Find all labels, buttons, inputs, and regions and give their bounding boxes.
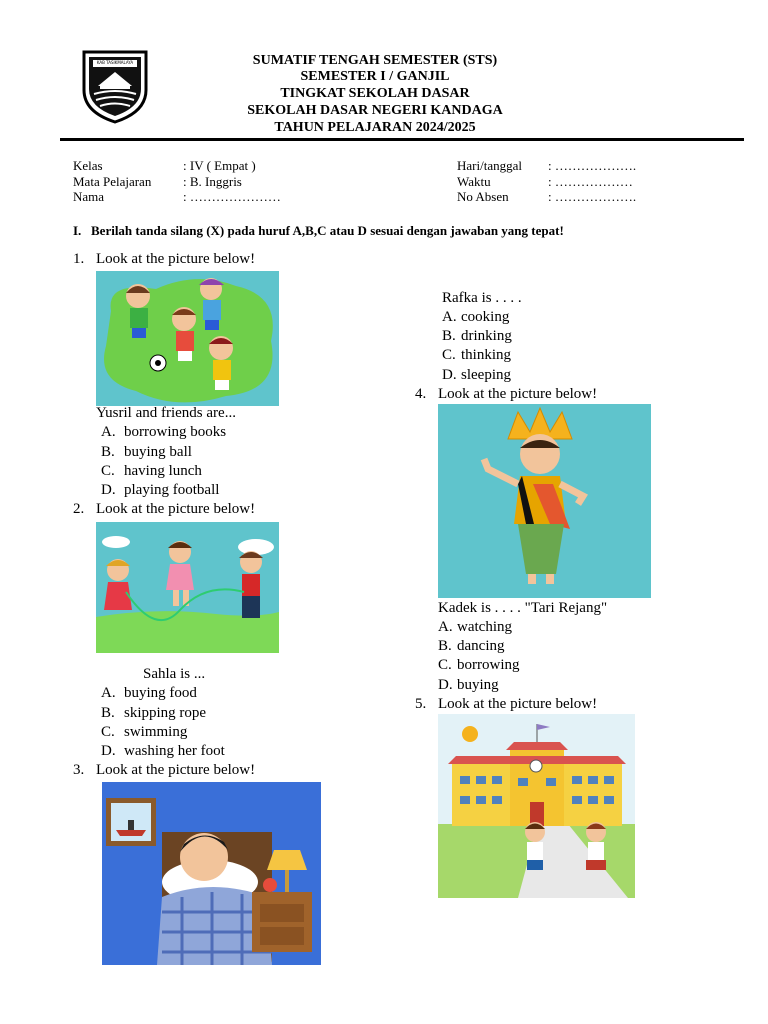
q3-option-a-letter: A. (442, 309, 457, 325)
q1-option-a: borrowing books (124, 424, 227, 440)
q1-option-c: having lunch (124, 463, 202, 479)
logo-text: KAB TASIKMALAYA (96, 60, 134, 65)
q2-option-d-letter: D. (101, 743, 116, 759)
info-label-hari: Hari/tanggal (457, 158, 522, 173)
q4-option-d: buying (457, 677, 499, 693)
q2-option-d: washing her foot (124, 743, 225, 759)
q3-option-a: cooking (461, 309, 510, 325)
info-label-kelas: Kelas (73, 158, 103, 173)
q3-stem: Rafka is . . . . (442, 290, 522, 306)
q3-option-c: thinking (461, 347, 512, 363)
q3-option-b: drinking (461, 328, 512, 344)
info-label-absen: No Absen (457, 189, 509, 204)
header-title-3: TINGKAT SEKOLAH DASAR (280, 86, 470, 101)
q1-option-a-letter: A. (101, 424, 116, 440)
q1-option-d: playing football (124, 482, 220, 498)
q4-option-d-letter: D. (438, 677, 453, 693)
info-label-waktu: Waktu (457, 174, 491, 189)
q1-prompt: Look at the picture below! (96, 251, 256, 267)
info-label-nama: Nama (73, 189, 105, 204)
q3-option-b-letter: B. (442, 328, 456, 344)
info-label-mapel: Mata Pelajaran (73, 174, 152, 189)
q4-option-c-letter: C. (438, 657, 452, 673)
q2-prompt: Look at the picture below! (96, 501, 256, 517)
school-logo (80, 46, 150, 124)
header-title-5: TAHUN PELAJARAN 2024/2025 (274, 120, 476, 135)
q4-option-b-letter: B. (438, 638, 452, 654)
info-value-nama: : ………………… (183, 189, 281, 204)
q1-option-b: buying ball (124, 444, 192, 460)
q2-option-a: buying food (124, 685, 197, 701)
info-value-mapel: : B. Inggris (183, 174, 242, 189)
q1-option-b-letter: B. (101, 444, 115, 460)
q3-sleeping-picture (102, 782, 321, 965)
q1-stem: Yusril and friends are... (96, 405, 236, 421)
q1-option-c-letter: C. (101, 463, 115, 479)
q4-prompt: Look at the picture below! (438, 386, 598, 402)
q3-prompt: Look at the picture below! (96, 762, 256, 778)
q4-dancer-picture (438, 404, 651, 598)
q1-option-d-letter: D. (101, 482, 116, 498)
header-title-4: SEKOLAH DASAR NEGERI KANDAGA (247, 103, 503, 118)
q4-stem: Kadek is . . . . "Tari Rejang" (438, 600, 608, 616)
header-title-1: SUMATIF TENGAH SEMESTER (STS) (252, 53, 498, 68)
q4-option-b: dancing (457, 638, 505, 654)
q5-number: 5. (415, 696, 427, 712)
q2-option-c-letter: C. (101, 724, 115, 740)
q4-option-a-letter: A. (438, 619, 453, 635)
info-value-hari: : ………………. (548, 158, 637, 173)
info-value-waktu: : ……………… (548, 174, 633, 189)
q4-option-c: borrowing (457, 657, 520, 673)
q2-skipping-rope-picture (96, 522, 279, 653)
header-divider (60, 138, 744, 141)
q2-option-b-letter: B. (101, 705, 115, 721)
q2-option-a-letter: A. (101, 685, 116, 701)
q5-school-picture (438, 714, 635, 898)
q3-option-c-letter: C. (442, 347, 456, 363)
info-value-kelas: : IV ( Empat ) (183, 158, 256, 173)
q1-football-picture (96, 271, 279, 406)
q4-number: 4. (415, 386, 427, 402)
q3-option-d: sleeping (461, 367, 511, 383)
q1-number: 1. (73, 251, 85, 267)
q3-option-d-letter: D. (442, 367, 457, 383)
q2-stem: Sahla is ... (143, 666, 206, 682)
q3-number: 3. (73, 762, 85, 778)
instruction-number: I. (73, 223, 82, 238)
q2-option-b: skipping rope (124, 705, 207, 721)
header-title-2: SEMESTER I / GANJIL (300, 69, 450, 84)
q4-option-a: watching (457, 619, 512, 635)
q2-number: 2. (73, 501, 85, 517)
instruction-text: Berilah tanda silang (X) pada huruf A,B,C atau D sesuai dengan jawaban yang tepat! (91, 223, 564, 238)
q5-prompt: Look at the picture below! (438, 696, 598, 712)
info-value-absen: : ………………. (548, 189, 637, 204)
q2-option-c: swimming (124, 724, 188, 740)
